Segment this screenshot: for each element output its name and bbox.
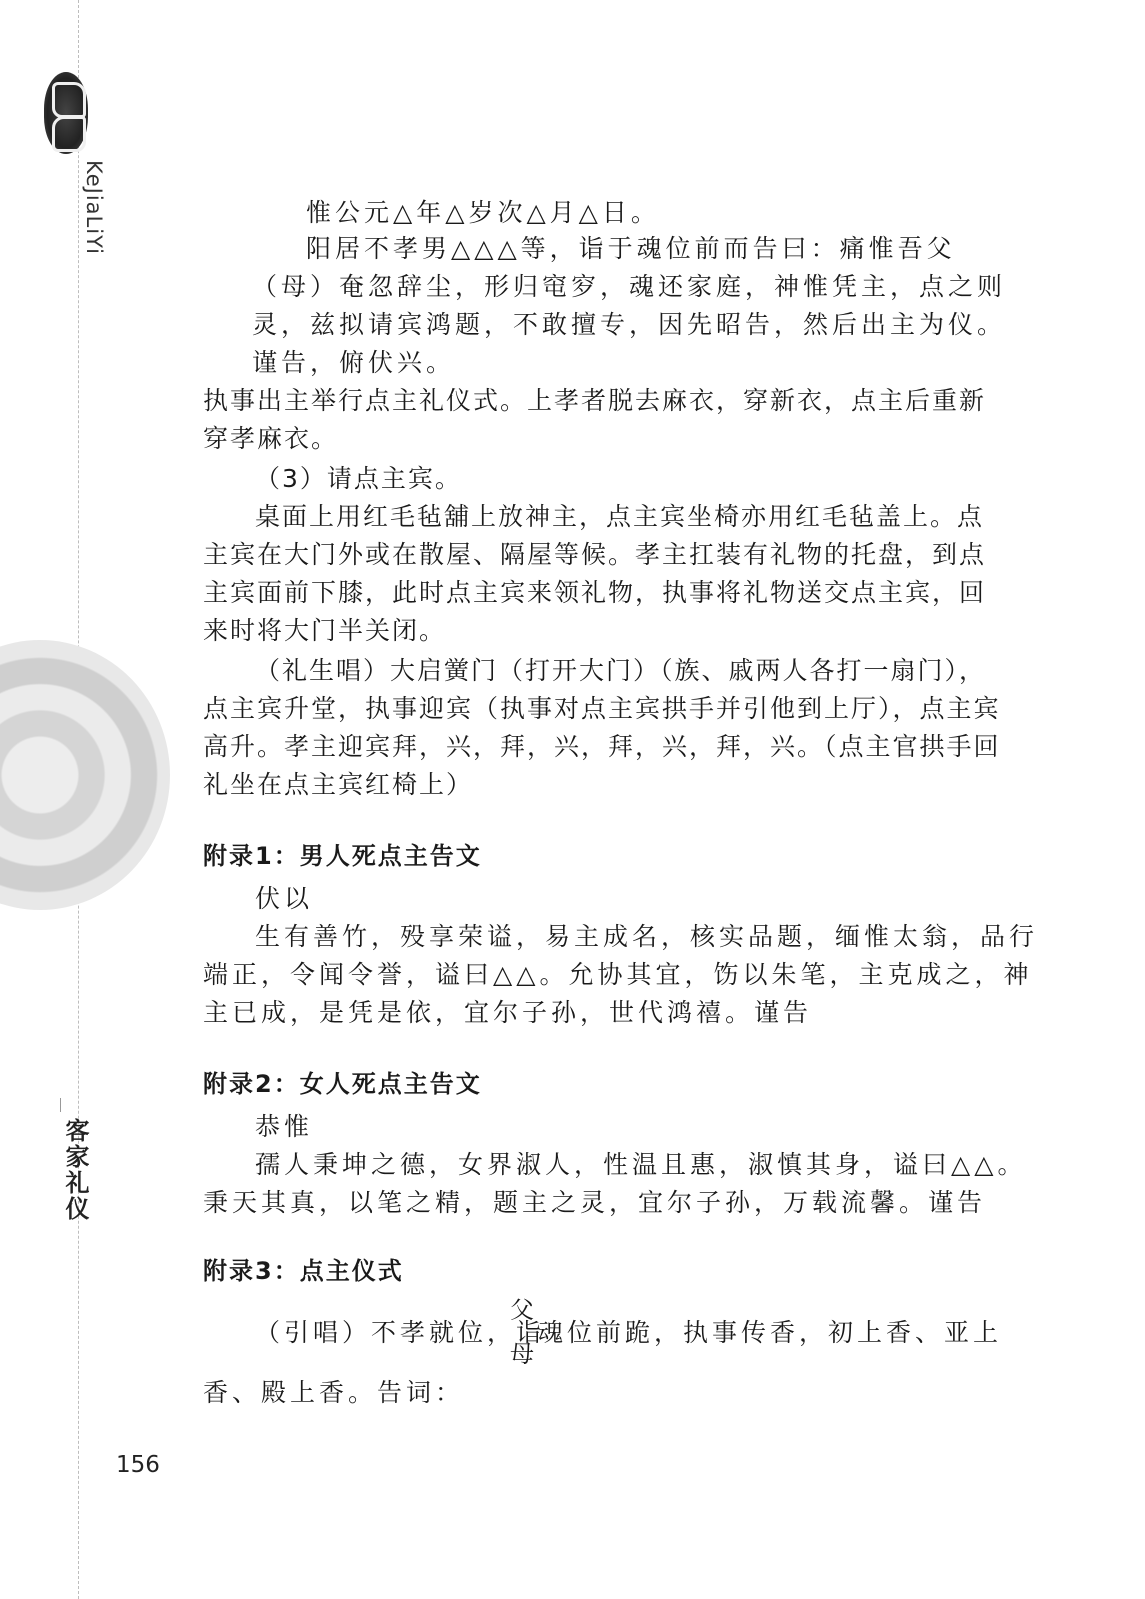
paragraph-line: 主宾在大门外或在散屋、隔屋等候。孝主扛装有礼物的托盘，到点 [203, 540, 987, 569]
seal-glyph-top [52, 82, 86, 118]
title-rule-top [60, 1098, 61, 1112]
appendix-1-line: 主已成，是凭是依，宜尔子孙，世代鸿禧。谨告 [203, 998, 813, 1027]
page-number: 156 [116, 1452, 160, 1478]
prayer-line-3: （母）奄忽辞尘，形归窀穸，魂还家庭，神惟凭主，点之则 [252, 272, 1007, 301]
appendix-1-line: 伏以 [255, 884, 314, 913]
appendix-3-line: 香、殿上香。告词： [203, 1378, 465, 1407]
appendix-1-line: 生有善竹，殁享荣谥，易主成名，核实品题，缅惟太翁，品行 [255, 922, 1039, 951]
paragraph-line: 点主宾升堂，执事迎宾（执事对点主宾拱手并引他到上厅），点主宾 [203, 694, 1001, 723]
series-label: KeJiaLiYi [82, 160, 106, 255]
prayer-line-4: 灵，兹拟请宾鸿题，不敢擅专，因先昭告，然后出主为仪。 [252, 310, 1007, 339]
paragraph-line: 主宾面前下膝，此时点主宾来领礼物，执事将礼物送交点主宾，回 [203, 578, 987, 607]
paragraph-line: 来时将大门半关闭。 [203, 616, 447, 645]
paragraph-line: 桌面上用红毛毡舖上放神主，点主宾坐椅亦用红毛毡盖上。点 [255, 502, 985, 531]
section-item-3: （3）请点主宾。 [255, 464, 462, 493]
appendix-2-line: 恭惟 [255, 1112, 314, 1141]
paragraph-line: 礼坐在点主宾红椅上） [203, 770, 474, 799]
prayer-line-5: 谨告，俯伏兴。 [252, 348, 456, 377]
appendix-2-heading: 附录2：女人死点主告文 [203, 1070, 482, 1098]
paragraph-line: 高升。孝主迎宾拜，兴，拜，兴，拜，兴，拜，兴。（点主官拱手回 [203, 732, 1001, 761]
paragraph-line: 穿孝麻衣。 [203, 424, 339, 453]
prayer-line-1: 惟公元△年△岁次△月△日。 [306, 198, 660, 227]
book-title: 客家礼仪 [61, 1118, 89, 1222]
appendix-3-line: （引唱）不孝就位，诣 [255, 1318, 546, 1347]
paragraph-line: 执事出主举行点主礼仪式。上孝者脱去麻衣，穿新衣，点主后重新 [203, 386, 987, 415]
seal-stamp [44, 72, 88, 154]
appendix-2-line: 孺人秉坤之德，女界淑人，性温且惠，淑慎其身，谥曰△△。 [255, 1150, 1027, 1179]
appendix-1-heading: 附录1：男人死点主告文 [203, 842, 482, 870]
paragraph-line: （礼生唱）大启黉门（打开大门）（族、戚两人各打一扇门）， [255, 656, 987, 685]
cloud-pattern-decoration [0, 640, 170, 910]
prayer-line-2: 阳居不孝男△△△等，诣于魂位前而告曰：痛惟吾父 [306, 234, 956, 263]
appendix-1-line: 端正，令闻令誉，谥曰△△。允协其宜，饬以朱笔，主克成之，神 [203, 960, 1033, 989]
stacked-char-bottom: 母 [510, 1340, 534, 1368]
appendix-3-heading: 附录3：点主仪式 [203, 1257, 404, 1285]
stacked-char-top: 父 [510, 1296, 534, 1324]
appendix-3-line: 魂位前跪，执事传香，初上香、亚上 [538, 1318, 1003, 1347]
seal-glyph-bottom [52, 116, 86, 152]
appendix-2-line: 秉天其真，以笔之精，题主之灵，宜尔子孙，万载流馨。谨告 [203, 1188, 987, 1217]
